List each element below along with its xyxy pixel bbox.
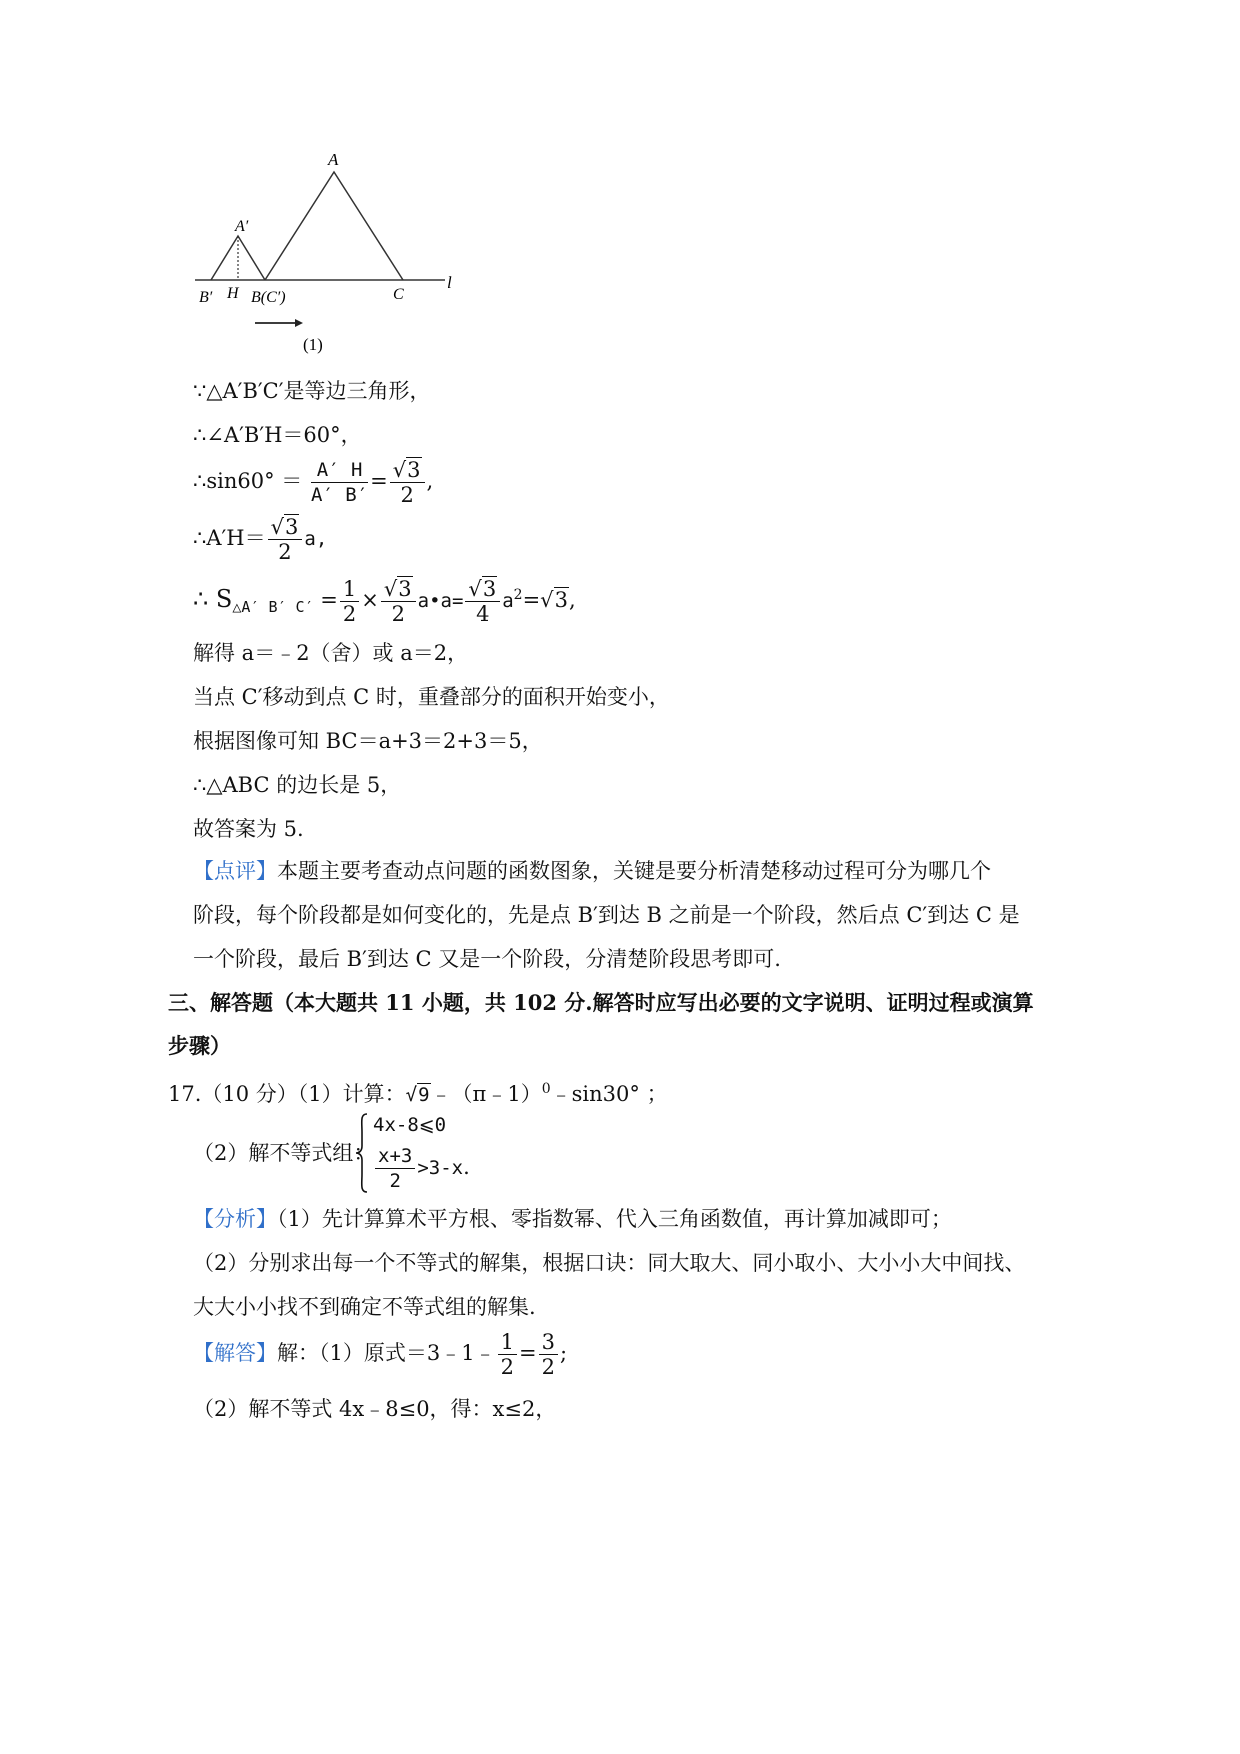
inequality-2: $\frac{x+3}{2}$ >3-x. — [373, 1144, 470, 1193]
answer-line-1: 【解答】解：（1）原式＝3﹣1﹣ $\frac{1}{2}$ = $\frac{3}{2}$ ; — [193, 1330, 568, 1379]
analysis-tag: 【分析】 — [193, 1207, 277, 1231]
left-brace-icon — [355, 1112, 369, 1194]
solution-line-7: 当点 C′移动到点 C 时，重叠部分的面积开始变小， — [193, 685, 670, 709]
equals-sign: = — [370, 469, 388, 493]
solution-line-1: ∵△A′B′C′是等边三角形， — [193, 379, 431, 403]
comment-line-1: 【点评】本题主要考查动点问题的函数图象，关键是要分析清楚移动过程可分为哪几个 — [193, 859, 991, 883]
label-C: C — [393, 286, 404, 303]
section-heading-line-2: 步骤） — [168, 1033, 231, 1058]
line3-prefix: ∴sin60° ＝ — [193, 469, 303, 493]
triangle-ABC — [265, 172, 403, 280]
comment-tag: 【点评】 — [193, 859, 277, 883]
label-H: H — [227, 285, 239, 302]
sqrt-symbol: √3 — [392, 458, 421, 482]
label-A: A — [328, 150, 339, 169]
arrow-head-icon — [295, 319, 303, 327]
analysis-line-1: 【分析】（1）先计算算术平方根、零指数幂、代入三角函数值，再计算加减即可； — [193, 1207, 952, 1231]
fraction-denominator: A′ B′ — [310, 484, 369, 506]
comment-line-2: 阶段，每个阶段都是如何变化的，先是点 B′到达 B 之前是一个阶段，然后点 C′到达 C 是 — [193, 903, 1020, 927]
answer-line-2: （2）解不等式 4x﹣8≤0，得：x≤2， — [193, 1397, 557, 1421]
triangle-figure — [195, 140, 495, 365]
solution-line-6: 解得 a＝﹣2（舍）或 a＝2， — [193, 641, 469, 665]
sqrt-symbol: √3 — [270, 515, 299, 539]
label-l: l — [447, 273, 452, 292]
solution-line-2: ∴∠A′B′H＝60°， — [193, 423, 362, 447]
comment-line-3: 一个阶段，最后 B′到达 C 又是一个阶段，分清楚阶段思考即可. — [193, 947, 781, 971]
answer-tag: 【解答】 — [193, 1341, 277, 1365]
section-heading-line-1: 三、解答题（本大题共 11 小题，共 102 分.解答时应写出必要的文字说明、证明过程或演算 — [168, 990, 1034, 1015]
solution-line-10: 故答案为 5. — [193, 817, 304, 841]
label-B-C-prime: B(C′) — [251, 289, 286, 306]
solution-line-5: ∴ $S_{\triangle A' B' C'}$ = $\frac{1}{2}$ × $\frac{√3}{2}$ a•a= $\frac{√3}{4}$ $a^2=√3$, — [193, 577, 576, 626]
analysis-line-3: 大大小小找不到确定不等式组的解集. — [193, 1295, 536, 1319]
fraction-AH-AB — [311, 458, 368, 507]
question-17-line-1: 17.（10 分）（1）计算：√9﹣（π﹣1）$^0$﹣sin30° ； — [168, 1081, 668, 1106]
fraction-sqrt3-over-2: $\frac{√3}{2}$ — [268, 515, 303, 564]
analysis-line-2: （2）分别求出每一个不等式的解集，根据口诀：同大取大、同小取小、大小小大中间找、 — [193, 1251, 1026, 1275]
sqrt-symbol: √9 — [405, 1084, 430, 1106]
inequality-1: 4x-8⩽0 — [373, 1114, 447, 1136]
solution-line-4: ∴A′H＝ $\frac{√3}{2}$ a, — [193, 515, 328, 564]
fraction-numerator: A′ H — [311, 458, 368, 483]
solution-line-3: ∴sin60° ＝ $\frac{A' H}{A' B'}$ = $\frac{√3}{2}$ , — [193, 458, 434, 507]
solution-line-9: ∴△ABC 的边长是 5， — [193, 773, 402, 797]
label-B-prime: B′ — [199, 289, 213, 306]
figure-caption: (1) — [303, 335, 323, 354]
fraction-sqrt3-over-2: $\frac{√3}{2}$ — [390, 458, 425, 507]
label-A-prime: A′ — [235, 218, 249, 235]
solution-line-8: 根据图像可知 BC＝a+3＝2+3＝5， — [193, 729, 543, 753]
